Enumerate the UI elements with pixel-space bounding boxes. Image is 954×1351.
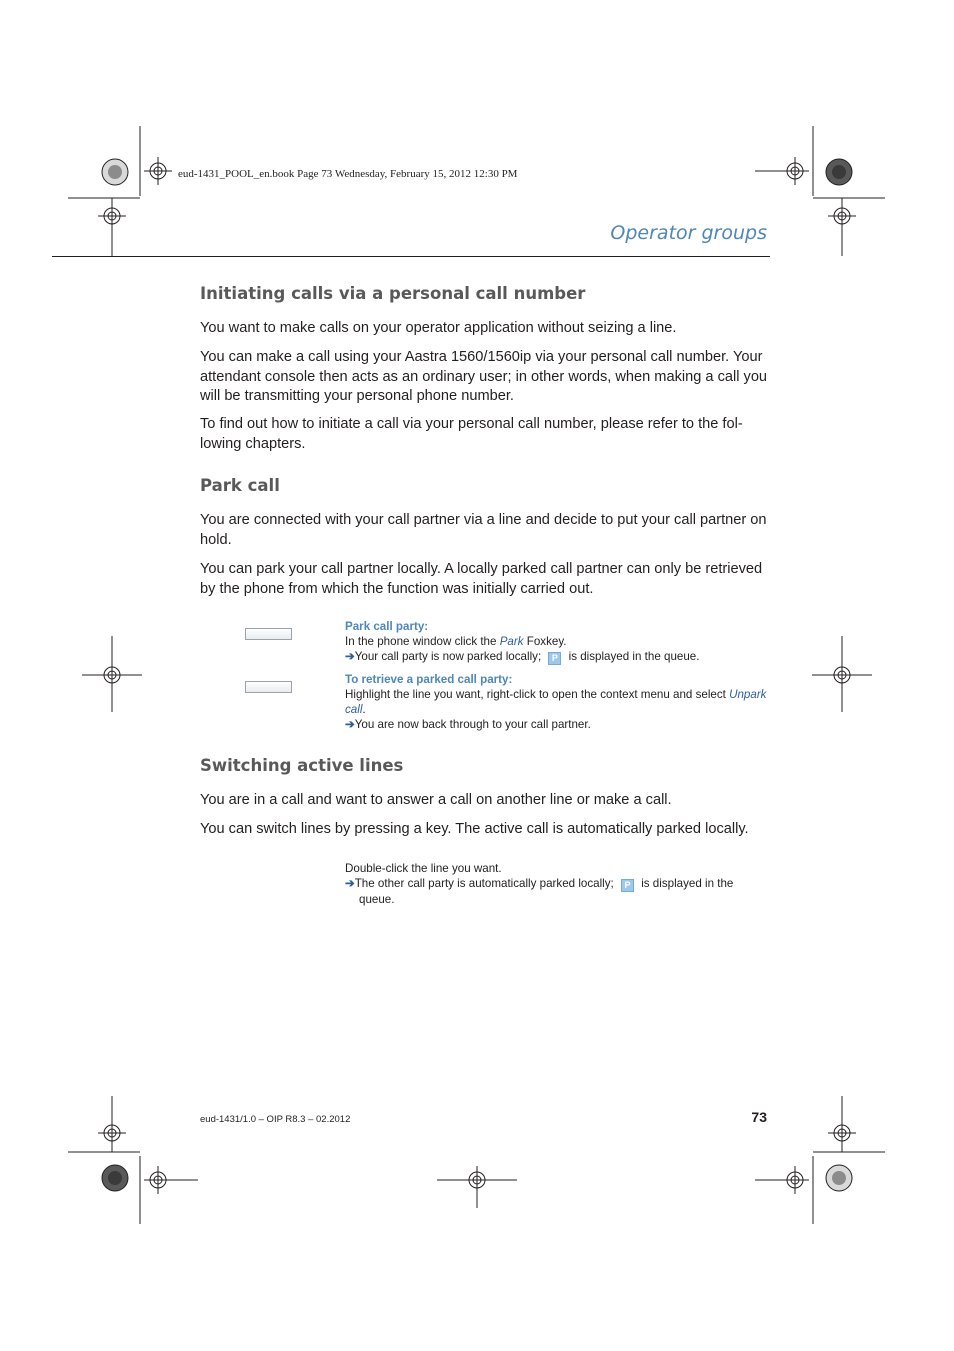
park-key-label: Park [499, 635, 524, 648]
paragraph: You are in a call and want to answer a call on another line or make a call. [200, 792, 672, 808]
step-heading: Park call party: [345, 620, 429, 633]
unpark-call-menu-label: Unpark call [345, 688, 767, 716]
paragraph: You can make a call using your Aastra 1560/1560ip via your personal call number. Your attendant console then acts as an ordinary user; in other words, when making a call you will be transmitting your personal phone number. [200, 349, 768, 404]
step-instruction: Highlight the line you want, right-click to open the context menu and select Unpark call. [345, 688, 767, 716]
arrow-right-icon: ➔ [345, 718, 355, 731]
footer-doc-id: eud-1431/1.0 – OIP R8.3 – 02.2012 [200, 1114, 351, 1125]
step-result: ➔You are now back through to your call partner. [345, 718, 591, 731]
step-instruction: In the phone window click the Park Foxkey. [345, 635, 567, 648]
section-heading-personal-call: Initiating calls via a personal call number [200, 284, 586, 303]
arrow-right-icon: ➔ [345, 650, 355, 663]
park-icon: P [548, 652, 561, 665]
step-retrieve-parked [345, 672, 770, 732]
paragraph: You can park your call partner locally. A locally parked call partner can only be retrieved by the phone from which the function was initially carried out. [200, 561, 763, 597]
step-heading: To retrieve a parked call party: [345, 673, 513, 686]
step-result: ➔The other call party is automatically parked locally; P is displayed in the queue. [345, 877, 734, 906]
step-park-call [345, 619, 770, 665]
paragraph: You want to make calls on your operator application without seizing a line. [200, 320, 677, 336]
paragraph: To find out how to initiate a call via your personal call number, please refer to the fol-lowing chapters. [200, 416, 743, 452]
step-instruction: Double-click the line you want. [345, 862, 502, 875]
arrow-right-icon: ➔ [345, 877, 355, 890]
park-icon: P [621, 879, 634, 892]
header-rule [52, 256, 770, 257]
paragraph: You can switch lines by pressing a key. The active call is automatically parked locally. [200, 821, 749, 837]
page-number: 73 [751, 1109, 767, 1125]
paragraph: You are connected with your call partner via a line and decide to put your call partner on hold. [200, 512, 767, 548]
unpark-foxkey-button[interactable] [245, 681, 292, 693]
section-heading-park-call: Park call [200, 476, 280, 495]
print-slug: eud-1431_POOL_en.book Page 73 Wednesday, February 15, 2012 12:30 PM [178, 168, 518, 180]
step-result: ➔Your call party is now parked locally; P is displayed in the queue. [345, 650, 700, 663]
section-heading-switching-lines: Switching active lines [200, 756, 404, 775]
park-foxkey-button[interactable] [245, 628, 292, 640]
page-header-title: Operator groups [610, 222, 767, 244]
step-switch-line [345, 861, 755, 907]
